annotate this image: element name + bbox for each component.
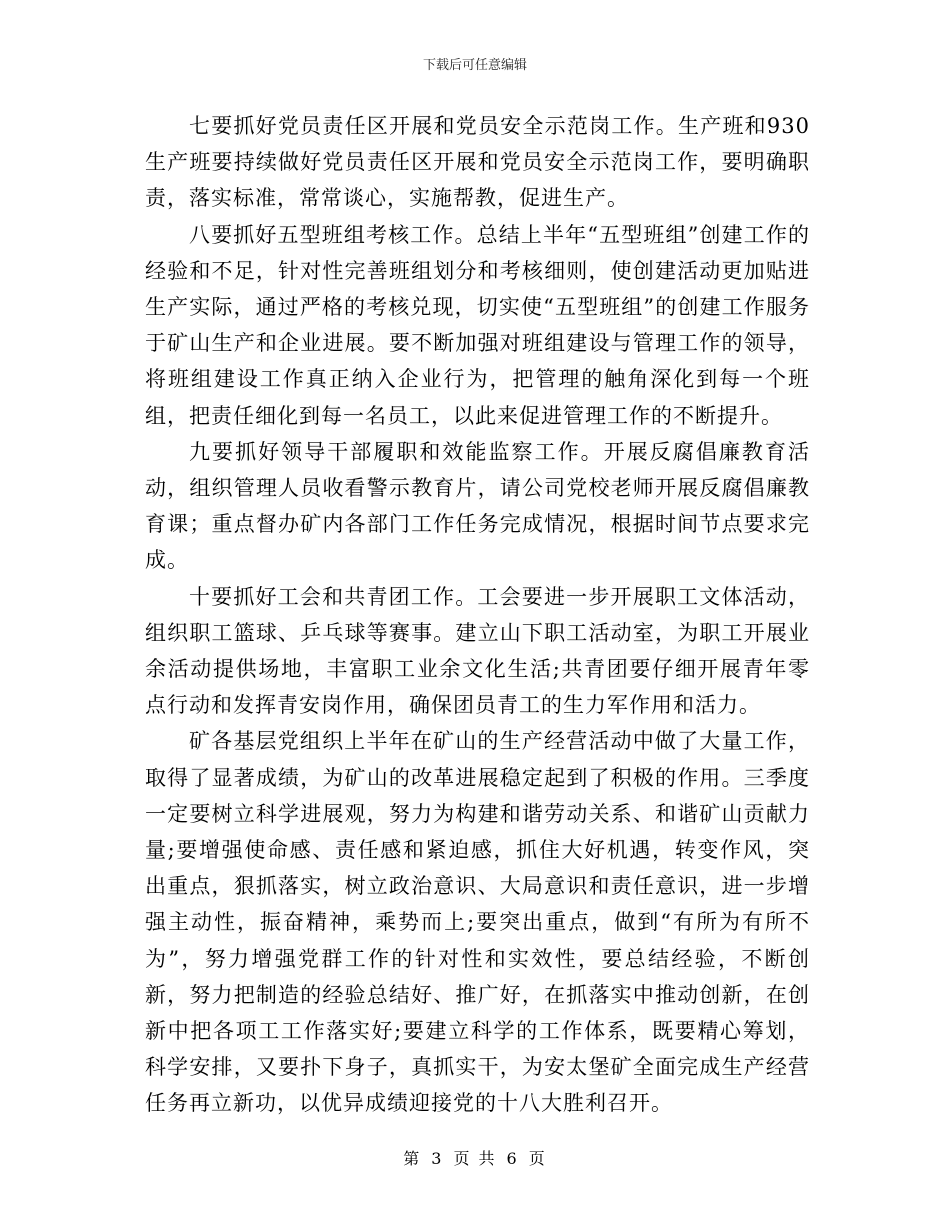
footer-suffix: 页: [528, 1149, 547, 1168]
footer-prefix: 第: [403, 1149, 422, 1168]
paragraph-item-7: 七要抓好党员责任区开展和党员安全示范岗工作。生产班和930生产班要持续做好党员责任区开展和党员安全示范岗工作，要明确职责，落实标准，常常谈心，实施帮教，促进生产。: [145, 114, 810, 211]
paragraph-item-9: 九要抓好领导干部履职和效能监察工作。开展反腐倡廉教育活动，组织管理人员收看警示教育片，请公司党校老师开展反腐倡廉教育课；重点督办矿内各部门工作任务完成情况，根据时间节点要求完成。: [145, 439, 810, 573]
footer-page-number: 3: [431, 1149, 444, 1168]
footer-total-pages: 6: [506, 1149, 519, 1168]
paragraph-item-8: 八要抓好五型班组考核工作。总结上半年“五型班组”创建工作的经验和不足，针对性完善班组划分和考核细则，使创建活动更加贴进生产实际，通过严格的考核兑现，切实使“五型班组”的创建工作服务于矿山生产和企业进展。要不断加强对班组建设与管理工作的领导，将班组建设工作真正纳入企业行为，把管理的触角深化到每一个班组，把责任细化到每一名员工，以此来促进管理工作的不断提升。: [145, 222, 810, 428]
page-footer: [0, 1146, 950, 1169]
page-header-note: 下载后可任意编辑: [422, 58, 527, 73]
paragraph-summary: 矿各基层党组织上半年在矿山的生产经营活动中做了大量工作，取得了显著成绩，为矿山的改革进展稳定起到了积极的作用。三季度一定要树立科学进展观，努力为构建和谐劳动关系、和谐矿山贡献力量;要增强使命感、责任感和紧迫感，抓住大好机遇，转变作风，突出重点，狠抓落实，树立政治意识、大局意识和责任意识，进一步增强主动性，振奋精神，乘势而上;要突出重点，做到“有所为有所不为”，努力增强党群工作的针对性和实效性，要总结经验，不断创新，努力把制造的经验总结好、推广好，在抓落实中推动创新，在创新中把各项工工作落实好;要建立科学的工作体系，既要精心筹划，科学安排，又要扑下身子，真抓实干，为安太堡矿全面完成生产经营任务再立新功，以优异成绩迎接党的十八大胜利召开。: [145, 729, 810, 1116]
paragraph-item-10: 十要抓好工会和共青团工作。工会要进一步开展职工文体活动，组织职工篮球、乒乓球等赛事。建立山下职工活动室，为职工开展业余活动提供场地，丰富职工业余文化生活;共青团要仔细开展青年零点行动和发挥青安岗作用，确保团员青工的生力军作用和活力。: [145, 584, 810, 718]
footer-middle: 页 共: [453, 1149, 497, 1168]
document-body: [145, 108, 810, 1122]
